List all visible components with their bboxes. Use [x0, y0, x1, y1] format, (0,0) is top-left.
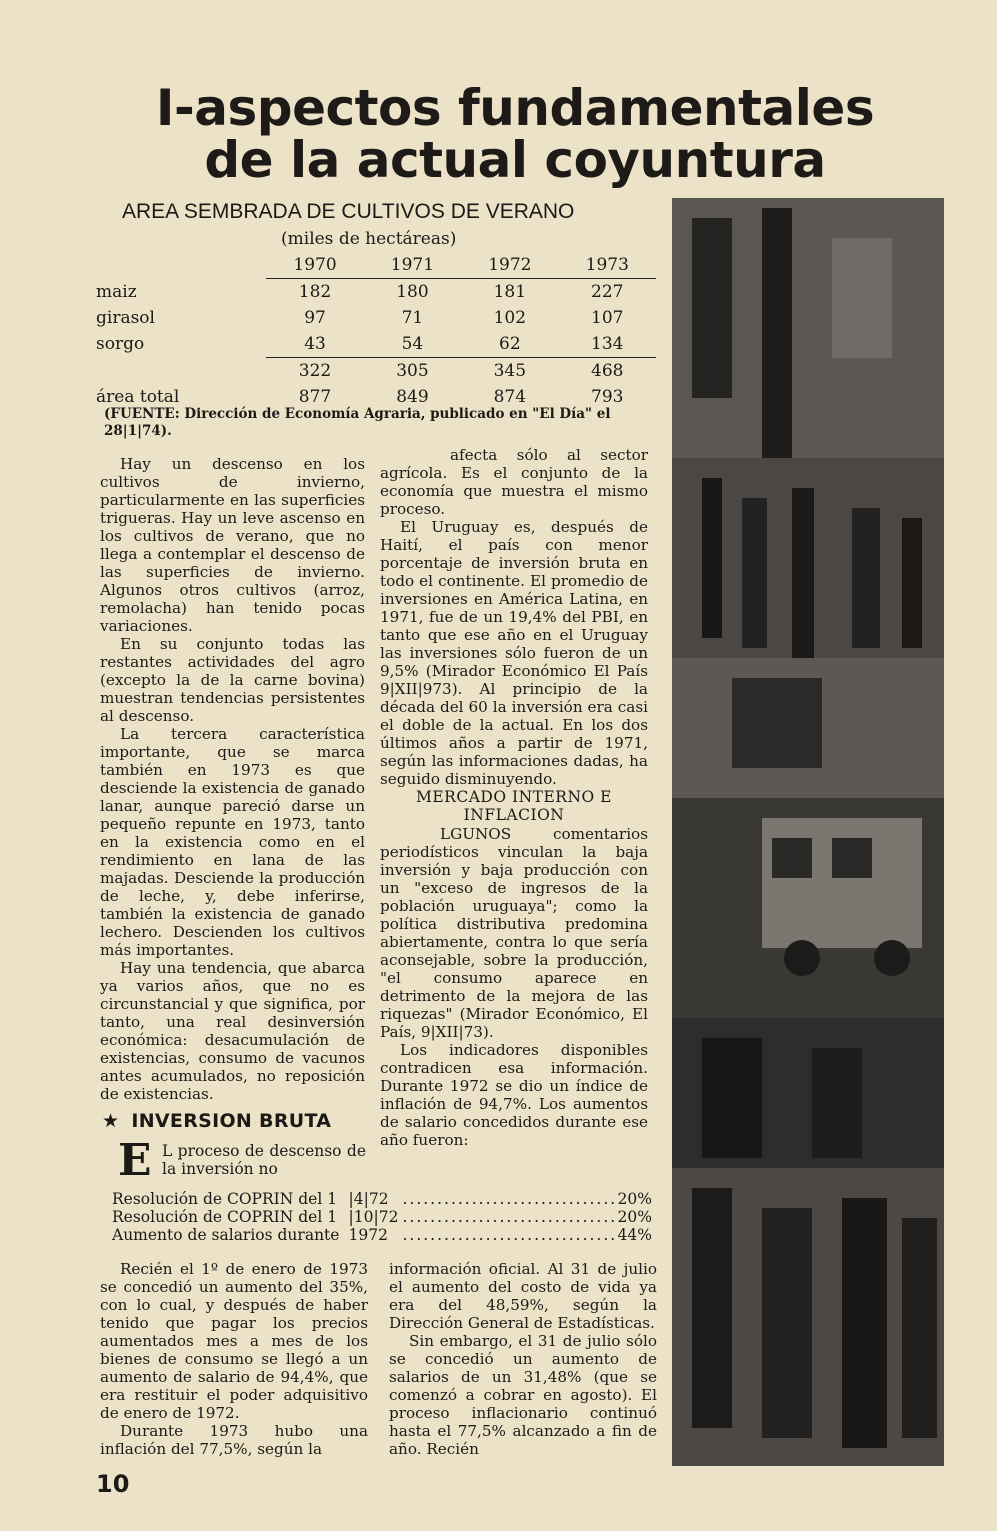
leader-dots: ...............................	[402, 1190, 618, 1208]
resolution-percent: 20%	[617, 1190, 652, 1208]
section-heading-text: INVERSION BRUTA	[131, 1110, 332, 1132]
leader-dots: ...............................	[402, 1226, 618, 1244]
row-label: sorgo	[96, 334, 145, 355]
photo-image	[672, 198, 944, 1466]
table-cell: 227	[591, 282, 624, 302]
paragraph: Sin embargo, el 31 de julio sólo se concedió un aumento de salarios de un 31,48% (que se comenzó a cobrar en agosto). El proceso inflacionario continuó hasta el 77,5% alcanzado a fin de año. Recién	[389, 1332, 657, 1458]
table-subtitle: (miles de hectáreas)	[281, 229, 457, 249]
street-crowd-photo	[672, 198, 944, 1466]
table-source-note: (FUENTE: Dirección de Economía Agraria, publicado en "El Día" el 28|1|74).	[104, 406, 611, 439]
table-cell: 134	[591, 334, 624, 354]
table-cell: 322	[266, 358, 363, 385]
list-item	[112, 1208, 652, 1226]
table-cell: 874	[493, 387, 527, 407]
paragraph: El Uruguay es, después de Haití, el país con menor porcentaje de inversión bruta en todo el continente. El promedio de inversiones en América Latina, en 1971, fue de un 19,4% del PBI, en tanto que ese año en el Uruguay las inversiones sólo fueron de un 9,5% (Mirador Económico El País 9|XII|973). Al principio de la década del 60 la inversión era casi el doble de la actual. En los dos últimos años a partir de 1971, según las informaciones dadas, ha seguido disminuyendo.	[380, 518, 648, 788]
resolution-percent: 44%	[617, 1226, 652, 1244]
paragraph: afecta sólo al sector agrícola. Es el conjunto de la economía que muestra el mismo proceso.	[380, 446, 648, 518]
table-cell: 849	[396, 387, 429, 407]
list-item	[112, 1190, 652, 1208]
resolution-date: 1972	[348, 1226, 388, 1244]
page-number: 10	[96, 1470, 130, 1498]
year-header: 1970	[266, 252, 363, 279]
paragraph: LGUNOS comentarios periodísticos vinculan la baja inversión y baja producción con un "exceso de ingresos de la población uruguaya"; como la política distributiva predomina abiertamente, contra lo que sería aconsejable, sobre la producción, "el consumo aparece en detrimento de la mejora de las riquezas" (Mirador Económico, El País, 9|XII|73).	[380, 825, 648, 1041]
article-column-3	[100, 1260, 368, 1458]
table-row	[96, 331, 656, 358]
table-cell: 71	[401, 308, 424, 328]
table-cell: 181	[493, 282, 527, 302]
table-cell: 345	[461, 358, 558, 385]
page-title	[100, 79, 930, 189]
table-cell: 877	[298, 387, 332, 407]
table-header-row	[96, 252, 656, 279]
paragraph: Los indicadores disponibles contradicen esa información. Durante 1972 se dio un índice de inflación de 94,7%. Los aumentos de salario concedidos durante ese año fueron:	[380, 1041, 648, 1149]
paragraph: La tercera característica importante, que se marca también en 1973 es que desciende la existencia de ganado lanar, aunque pareció darse un pequeño repunte en 1973, tanto en la existencia como en el rendimiento en lana de las majadas. Desciende la producción de leche, y, debe inferirse, también la existencia de ganado lechero. Descienden los cultivos más importantes.	[100, 725, 365, 959]
crop-area-table	[96, 252, 656, 410]
table-row	[96, 279, 656, 306]
table-cell: 793	[591, 387, 624, 407]
row-label: girasol	[96, 308, 155, 328]
paragraph: Hay un descenso en los cultivos de invierno, particularmente en las superficies trigueras. Hay un leve ascenso en los cultivos de verano, que no llega a contemplar el descenso de las superficies de invierno. Algunos otros cultivos (arroz, remolacha) han tenido pocas variaciones.	[100, 455, 365, 635]
section-heading	[102, 1110, 367, 1132]
year-header: 1972	[461, 252, 558, 279]
paragraph: Hay una tendencia, que abarca ya varios años, que no es circunstancial y que significa, por tanto, una real desinversión económica: desacumulación de existencias, consumo de vacunos antes acumulados, no reposición de existencias.	[100, 959, 365, 1103]
resolution-date: |4|72	[348, 1190, 389, 1208]
paragraph: información oficial. Al 31 de julio el aumento del costo de vida ya era del 48,59%, según la Dirección General de Estadísticas.	[389, 1260, 657, 1332]
star-icon: ★	[102, 1110, 120, 1132]
table-cell: 43	[304, 334, 326, 354]
subtotal-row	[96, 358, 656, 385]
table-title: AREA SEMBRADA DE CULTIVOS DE VERANO	[122, 200, 575, 223]
article-column-1	[100, 455, 365, 1103]
resolution-percent: 20%	[617, 1208, 652, 1226]
title-line-2: de la actual coyuntura	[204, 131, 826, 189]
row-label: área total	[96, 387, 180, 407]
table-cell: 182	[298, 282, 332, 302]
section-subheading: INFLACION	[463, 806, 565, 824]
resolution-label: Resolución de COPRIN del 1	[112, 1208, 338, 1226]
table-cell: 97	[304, 308, 326, 328]
list-item	[112, 1226, 652, 1244]
row-label: maiz	[96, 281, 137, 302]
table-cell: 62	[499, 334, 521, 354]
paragraph: Recién el 1º de enero de 1973 se concedió un aumento del 35%, con lo cual, y después de haber tenido que pagar los precios aumentados mes a mes de los bienes de consumo se llegó a un aumento de salario de 94,4%, que era restituir el poder adquisitivo de enero de 1972.	[100, 1260, 368, 1422]
table-cell: 180	[396, 282, 429, 302]
table-row	[96, 305, 656, 331]
article-column-2	[380, 446, 648, 1149]
paragraph: L proceso de descenso de la inversión no	[162, 1142, 366, 1178]
table-cell: 102	[493, 308, 527, 328]
resolution-label: Aumento de salarios durante	[112, 1226, 340, 1244]
paragraph: En su conjunto todas las restantes actividades del agro (excepto la de la carne bovina) muestran tendencias persistentes al descenso.	[100, 635, 365, 725]
leader-dots: ...............................	[402, 1208, 618, 1226]
table-cell: 54	[401, 334, 424, 354]
crop-area-table-block	[96, 200, 656, 410]
section-subheading: MERCADO INTERNO E	[416, 788, 612, 806]
drop-cap: E	[118, 1135, 152, 1186]
year-header: 1971	[364, 252, 461, 279]
table-cell: 305	[364, 358, 461, 385]
table-cell: 107	[591, 308, 624, 328]
resolutions-list	[112, 1190, 652, 1244]
paragraph: Durante 1973 hubo una inflación del 77,5%, según la	[100, 1422, 368, 1458]
year-header: 1973	[559, 252, 656, 279]
resolution-label: Resolución de COPRIN del 1	[112, 1190, 338, 1208]
table-cell: 468	[559, 358, 656, 385]
resolution-date: |10|72	[348, 1208, 399, 1226]
article-column-4	[389, 1260, 657, 1458]
title-line-1: I-aspectos fundamentales	[155, 79, 875, 137]
